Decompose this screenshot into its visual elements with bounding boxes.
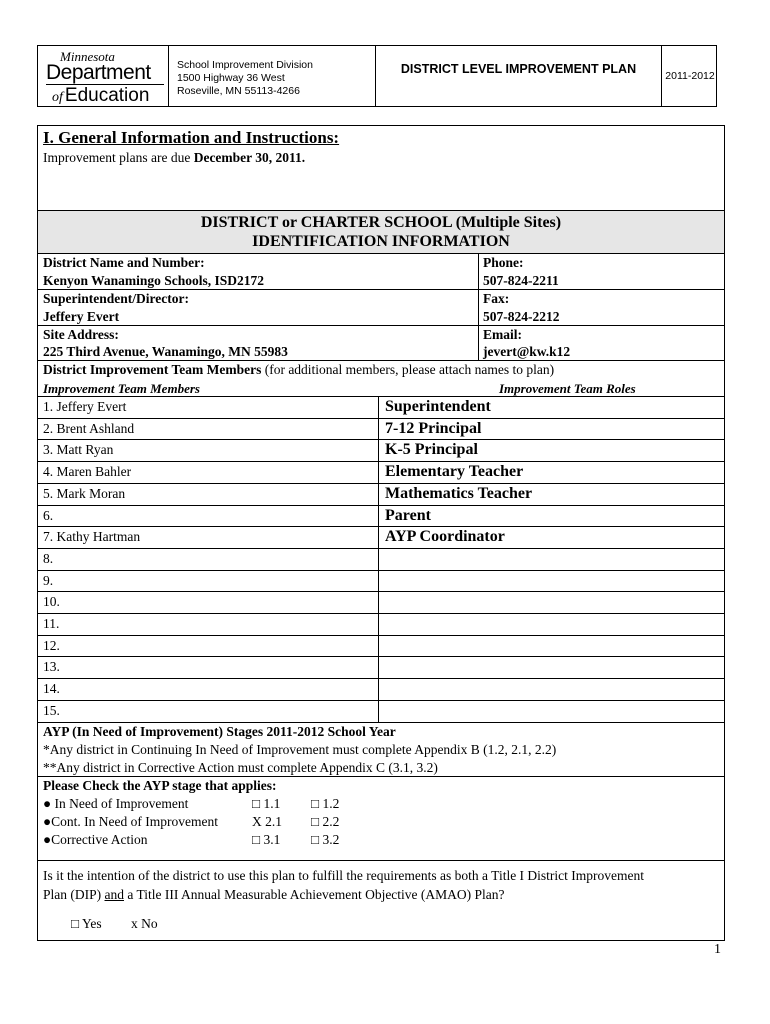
fax-label: Fax: [483, 291, 510, 306]
team-member-role: 7-12 Principal [385, 419, 482, 437]
team-member-name: 13. [43, 659, 60, 675]
ayp-stage-label: ● In Need of Improvement [43, 796, 189, 811]
team-member-role: K-5 Principal [385, 441, 478, 459]
logo-department: Department [46, 61, 151, 84]
team-member-name: 3. Matt Ryan [43, 442, 114, 458]
email-value: jevert@kw.k12 [483, 344, 571, 359]
ayp-stage-checkbox[interactable]: □ 2.2 [311, 814, 340, 829]
intent-line-2: Plan (DIP) and a Title III Annual Measurable Achievement Objective (AMAO) Plan? [43, 887, 505, 902]
logo-minnesota: Minnesota [60, 49, 115, 64]
team-member-role: Elementary Teacher [385, 463, 524, 481]
address-line: Roseville, MN 55113-4266 [177, 85, 300, 97]
ayp-check-title: Please Check the AYP stage that applies: [43, 778, 277, 793]
intent-no-option[interactable]: x No [131, 916, 158, 931]
ayp-note-2: **Any district in Corrective Action must complete Appendix C (3.1, 3.2) [43, 760, 438, 775]
team-member-name: 15. [43, 702, 60, 718]
superintendent-value: Jeffery Evert [43, 309, 120, 324]
phone-value: 507-824-2211 [483, 273, 559, 288]
team-member-role: Superintendent [385, 398, 491, 415]
team-member-name: 4. Maren Bahler [43, 464, 132, 480]
col-roles: Improvement Team Roles [499, 381, 636, 396]
ayp-stage-checkbox[interactable]: □ 3.1 [252, 832, 281, 847]
team-member-name: 14. [43, 681, 60, 697]
ayp-stage-label: ●Cont. In Need of Improvement [43, 814, 218, 829]
col-members: Improvement Team Members [43, 381, 200, 396]
team-member-name: 1. Jeffery Evert [43, 399, 127, 414]
address-line: 1500 Highway 36 West [177, 72, 285, 84]
phone-label: Phone: [483, 255, 524, 270]
superintendent-label: Superintendent/Director: [43, 291, 189, 306]
address-line: School Improvement Division [177, 59, 313, 71]
ayp-stage-checkbox[interactable]: □ 1.1 [252, 796, 281, 811]
email-label: Email: [483, 327, 522, 342]
ayp-stage-checkbox[interactable]: X 2.1 [252, 814, 282, 829]
team-member-role: AYP Coordinator [385, 528, 505, 546]
team-heading: District Improvement Team Members (for additional members, please attach names to plan) [43, 362, 555, 377]
due-date-line: Improvement plans are due December 30, 2011. [43, 150, 306, 165]
team-member-name: 6. [43, 507, 54, 523]
mde-logo [38, 46, 169, 106]
site-address-value: 225 Third Avenue, Wanamingo, MN 55983 [43, 344, 288, 359]
ident-title-2: IDENTIFICATION INFORMATION [252, 233, 510, 250]
section-title: I. General Information and Instructions: [43, 128, 340, 147]
district-label: District Name and Number: [43, 255, 205, 270]
logo-education: of Education [52, 85, 150, 106]
division-address [169, 46, 376, 106]
fax-value: 507-824-2212 [483, 309, 560, 324]
team-member-name: 7. Kathy Hartman [43, 529, 141, 545]
team-member-name: 8. [43, 550, 54, 566]
district-value: Kenyon Wanamingo Schools, ISD2172 [43, 273, 265, 288]
ayp-stage-checkbox[interactable]: □ 3.2 [311, 832, 340, 847]
document-header [37, 45, 717, 107]
page-number: 1 [714, 942, 721, 957]
intent-yes-option[interactable]: □ Yes [71, 916, 102, 931]
ayp-stage-checkbox[interactable]: □ 1.2 [311, 796, 340, 811]
team-member-name: 2. Brent Ashland [43, 420, 135, 436]
team-member-name: 5. Mark Moran [43, 485, 126, 501]
plan-title: DISTRICT LEVEL IMPROVEMENT PLAN [376, 46, 662, 106]
team-member-role: Mathematics Teacher [385, 484, 533, 502]
form-frame [37, 125, 725, 941]
ident-title-1: DISTRICT or CHARTER SCHOOL (Multiple Sites) [200, 214, 562, 231]
team-member-role: Parent [385, 506, 431, 524]
plan-year: 2011-2012 [665, 70, 715, 82]
intent-line-1: Is it the intention of the district to use this plan to fulfill the requirements as both a Title I District Improvement [43, 868, 645, 883]
team-member-name: 9. [43, 572, 54, 588]
team-member-name: 12. [43, 637, 60, 653]
team-member-name: 10. [43, 594, 60, 610]
site-address-label: Site Address: [43, 327, 119, 342]
ayp-stage-label: ●Corrective Action [43, 832, 148, 847]
ayp-note-1: *Any district in Continuing In Need of Improvement must complete Appendix B (1.2, 2.1, 2.2) [43, 742, 557, 757]
ayp-title: AYP (In Need of Improvement) Stages 2011-2012 School Year [43, 724, 396, 739]
team-member-name: 11. [43, 616, 60, 631]
